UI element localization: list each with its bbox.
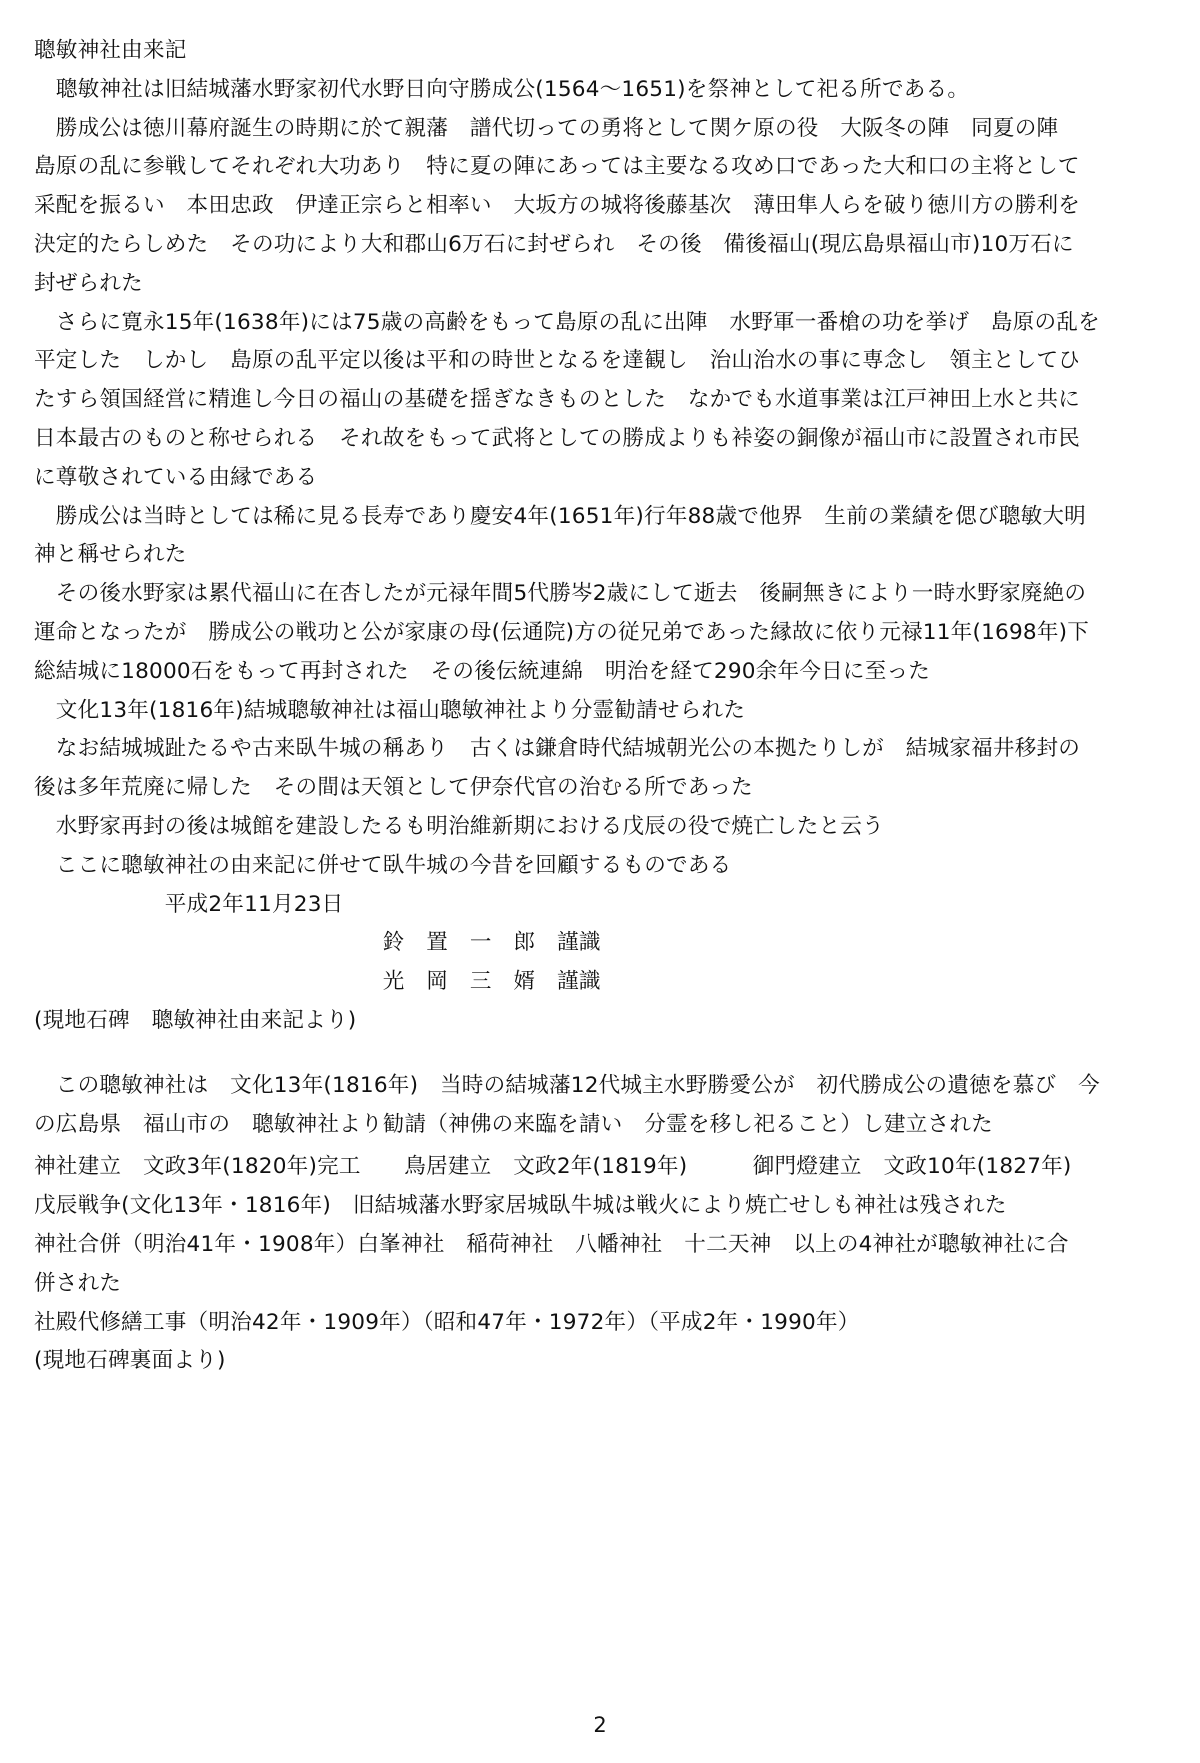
text-line: 戊辰戦争(文化13年・1816年) 旧結城藩水野家居城臥牛城は戦火により焼亡せしも神社は残された: [34, 1193, 1007, 1219]
text-line: の広島県 福山市の 聰敏神社より勧請（神佛の来臨を請い 分霊を移し祀ること）し建立された: [34, 1111, 993, 1137]
text-line: 聰敏神社は旧結城藩水野家初代水野日向守勝成公(1564～1651)を祭神として祀る所である。: [34, 76, 970, 102]
text-line: 決定的たらしめた その功により大和郡山6万石に封ぜられ その後 備後福山(現広島県福山市)10万石に: [34, 231, 1074, 257]
page-number: 2: [593, 1713, 607, 1737]
text-line: なお結城城趾たるや古来臥牛城の稱あり 古くは鎌倉時代結城朝光公の本拠たりしが 結城家福井移封の: [34, 736, 1081, 762]
text-line: に尊敬されている由縁である: [34, 464, 318, 490]
text-line: ここに聰敏神社の由来記に併せて臥牛城の今昔を回顧するものである: [34, 852, 732, 878]
text-line: 後は多年荒廃に帰した その間は天領として伊奈代官の治むる所であった: [34, 775, 753, 801]
text-line: その後水野家は累代福山に在杏したが元禄年間5代勝岑2歳にして逝去 後嗣無きにより一時水野家廃絶の: [34, 581, 1087, 607]
text-line: 文化13年(1816年)結城聰敏神社は福山聰敏神社より分霊勧請せられた: [34, 697, 746, 723]
text-line: たすら領国経営に精進し今日の福山の基礎を揺ぎなきものとした なかでも水道事業は江戸神田上水と共に: [34, 387, 1081, 413]
text-line: 神と稱せられた: [34, 542, 187, 568]
text-line: 水野家再封の後は城館を建設したるも明治維新期における戊辰の役で焼亡したと云う: [34, 813, 884, 839]
text-line: 平定した しかし 島原の乱平定以後は平和の時世となるを達観し 治山治水の事に専念し 領主としてひ: [34, 348, 1081, 374]
text-line: 総結城に18000石をもって再封された その後伝統連綿 明治を経て290余年今日に至った: [34, 658, 931, 684]
text-line: 神社建立 文政3年(1820年)完工 鳥居建立 文政2年(1819年) 御門燈建立 文政10年(1827年): [34, 1154, 1072, 1180]
text-line: 封ぜられた: [34, 270, 143, 296]
text-line: 島原の乱に参戦してそれぞれ大功あり 特に夏の陣にあっては主要なる攻め口であった大和口の主将として: [34, 154, 1080, 180]
document-title: 聰敏神社由来記: [34, 38, 187, 63]
text-line: さらに寛永15年(1638年)には75歳の高齢をもって島原の乱に出陣 水野軍一番槍の功を挙げ 島原の乱を: [34, 309, 1100, 335]
text-line: 勝成公は徳川幕府誕生の時期に於て親藩 譜代切っての勇将として関ケ原の役 大阪冬の陣 同夏の陣: [34, 115, 1059, 141]
text-line: 神社合併（明治41年・1908年）白峯神社 稲荷神社 八幡神社 十二天神 以上の4神社が聰敏神社に合: [34, 1231, 1069, 1257]
text-line: 社殿代修繕工事（明治42年・1909年）（昭和47年・1972年）（平成2年・1990年）: [34, 1309, 860, 1335]
source-note: (現地石碑 聰敏神社由来記より): [34, 1007, 357, 1033]
text-line: 併された: [34, 1270, 122, 1296]
section-gap: [34, 1041, 1162, 1067]
text-line: 勝成公は当時としては稀に見る長寿であり慶安4年(1651年)行年88歳で他界 生前の業績を偲び聰敏大明: [34, 503, 1086, 529]
document-body: [34, 32, 1162, 1381]
text-line: 采配を振るい 本田忠政 伊達正宗らと相率い 大坂方の城将後藤基次 薄田隼人らを破り徳川方の勝利を: [34, 193, 1081, 219]
text-line: この聰敏神社は 文化13年(1816年) 当時の結城藩12代城主水野勝愛公が 初代勝成公の遺徳を慕び 今: [34, 1072, 1100, 1098]
text-line: 日本最古のものと称せられる それ故をもって武将としての勝成よりも裃姿の銅像が福山市に設置され市民: [34, 425, 1081, 451]
source-note: (現地石碑裏面より): [34, 1348, 226, 1374]
text-line: 運命となったが 勝成公の戦功と公が家康の母(伝通院)方の従兄弟であった縁故に依り元禄11年(1698年)下: [34, 619, 1090, 645]
author-line: 光 岡 三 婿 謹識: [34, 969, 601, 995]
date-line: 平成2年11月23日: [34, 891, 344, 917]
author-line: 鈴 置 一 郎 謹識: [34, 930, 601, 956]
